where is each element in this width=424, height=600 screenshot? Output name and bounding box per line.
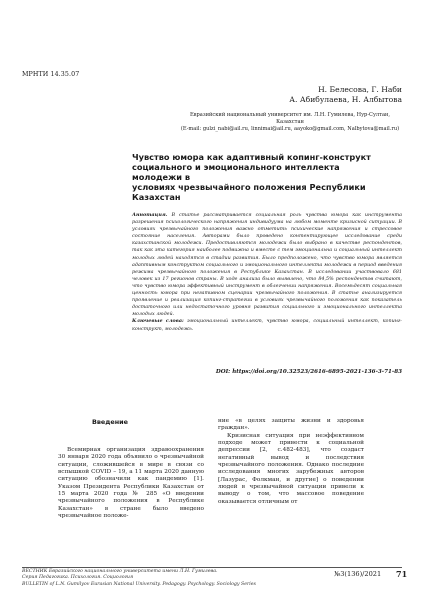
keywords-text: эмоциональный интеллект, чувство юмора, социальный интеллект, копинг-конструкт, молодежь.: [132, 318, 402, 332]
section-heading-introduction: Введение: [92, 418, 128, 426]
title-line-1: Чувство юмора как адаптивный копинг-конструкт: [132, 152, 371, 162]
body-column-right: [218, 418, 364, 506]
footer-line-1: ВЕСТНИК Евразийского национального университета имени Л.Н. Гумилева.: [22, 569, 218, 574]
article-title: [132, 152, 384, 202]
abstract: [132, 212, 402, 318]
rubric-code: МРНТИ 14.35.07: [22, 71, 80, 78]
footer-rule: [22, 567, 402, 568]
abstract-text: В статье рассматривается социальная роль чувства юмора как инструмента разрешения психологического напряжения индивидуума на любом моменте кризисной ситуации. В условиях чрезвычайного положения важно отметить психические напряжения и стрессовое состояние населения. Авторами было проведено контентирующее исследование среди казахстанской молодежи. Предоставляются молодежи было выбрано в качестве респондентов, так как эта категория наиболее подвижна и вместе с тем эмоциональна и социальный интеллект молодых людей находятся в стадии развития. Было предположено, что чувство юмора является адаптивным конструктом социального и эмоционального интеллекта молодежи в период введения режима чрезвычайного положения в Республике Казахстан. В исследовании участвовало 681 человек из 17 регионов страны. В ходе анализа было выявлено, что 84,5% респондентов считают, что чувство юмора эффективный инструмент в облегчении напряжения. Восемьдесят социальная ценность юмора при негативном сценарии чрезвычайного положения. В статье анализируется проявление и реализация копинг-стратегии в условиях чрезвычайного положения как показатель достаточного или недостаточного уровня развития социального и эмоционального интеллекта молодых людей.: [132, 212, 402, 318]
abstract-label: Аннотация.: [132, 212, 168, 218]
title-line-3: условиях чрезвычайного положения Республики: [132, 182, 366, 192]
keywords: [132, 318, 402, 332]
page-number: 71: [396, 569, 408, 579]
paragraph: Кризисная ситуация при неэффективном подходе может привести к социальной депрессии [2, с.482-483], что создаст негативный вывод и последствия чрезвычайного положения. Однако последние исследования многих зарубежных авторов [Лазурас, Фолкман, и другие] о поведении людей в чрезвычайной ситуации привели к выводу о том, что массовое поведение оказывается отличным от: [218, 432, 364, 505]
doi-link[interactable]: DOI: https://doi.org/10.32523/2616-6895-2021-136-3-71-83: [215, 369, 402, 375]
footer-line-2: Серия Педагогика. Психология. Социология: [22, 575, 134, 581]
title-line-2: социального и эмоционального интеллекта молодежи в: [132, 162, 340, 182]
title-line-4: Казахстан: [132, 192, 181, 202]
journal-footer: [22, 569, 256, 588]
affiliation-emails: (E-mail: gulzi_nabi@ail.ru, linnimai@ail.ru, aayoko@gmail.com, Nalbytova@mail.ru): [180, 126, 400, 133]
authors-line-1: Н. Белесова, Г. Наби: [318, 85, 402, 94]
footer-line-3: BULLETIN of L.N. Gumilyov Eurasian National University. Pedagogy. Psychology. Sociology Series: [22, 581, 256, 587]
paragraph: Всемирная организация здравоохранения 30 января 2020 года объявило о чрезвычайной ситуации, сложившейся в мире в связи со вспышкой COVID – 19, а 11 марта 2020 данную ситуацию обозначили как пандемию [1]. Указом Президента Республики Казахстан от 15 марта 2020 года № 285 «О введении чрезвычайного положения в Республике Казахстан» в стране было введено чрезвычайное положе-: [58, 447, 204, 520]
authors-line-2: А. Абибулаева, Н. Албытова: [289, 95, 402, 104]
keywords-label: Ключевые слова:: [132, 318, 184, 325]
issue-number: №3(136)/2021: [334, 570, 382, 578]
abstract-block: [132, 212, 402, 333]
affiliation: [178, 112, 402, 134]
affiliation-line-1: Евразийский национальный университет им. Л.Н. Гумилева, Нур-Султан, Казахстан: [189, 112, 391, 126]
paragraph: ние «в целях защиты жизни и здоровья граждан».: [218, 418, 364, 432]
body-column-left: [58, 447, 204, 520]
